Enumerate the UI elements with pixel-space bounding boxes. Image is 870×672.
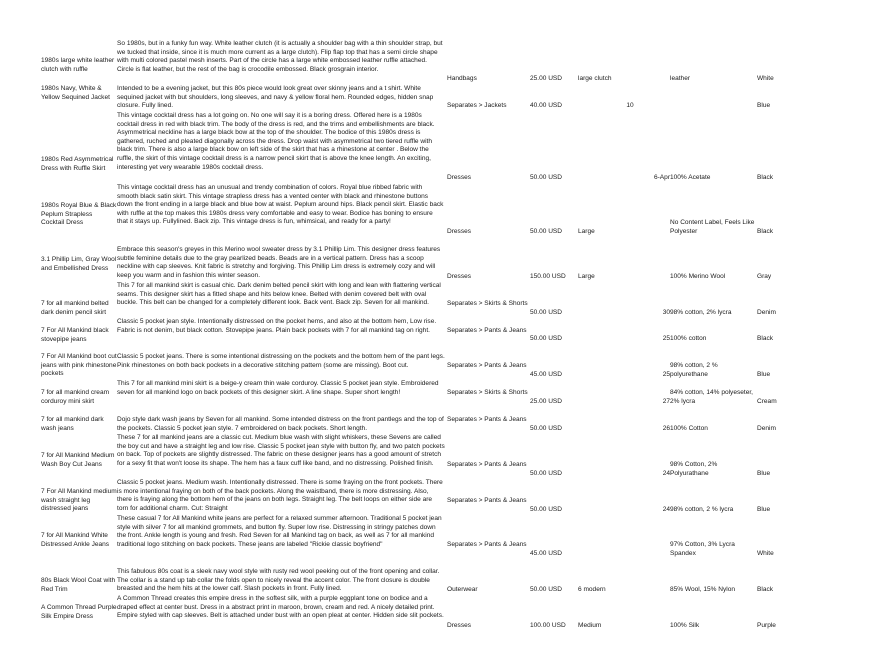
product-material: 98% Cotton, 2% Polyurathane	[670, 461, 718, 477]
product-size-number: 24	[662, 506, 670, 513]
product-price: 50.00 USD	[530, 425, 563, 432]
product-material: 100% Cotton	[670, 425, 708, 432]
product-price: 25.00 USD	[530, 398, 563, 405]
product-size-number: 27	[662, 398, 670, 405]
product-name: 7 for All Mankind Medium Wash Boy Cut Jeans	[41, 452, 115, 468]
product-size-number: 10	[626, 102, 634, 109]
product-color: Blue	[757, 506, 771, 513]
product-description: So 1980s, but in a funky fun way. White leather clutch (it is actually a shoulder bag with a thin shoulder strap, but we tucked that inside, since it is much more current as a large clutch). Flip flap top that has a semi circle shape with multi colored pastel mesh inserts. Part of the circle has a large white embossed leather ruffle attached. Circle is flat leather, but the rest of the bag is crocodile embossed. Black grosgrain interior.	[117, 40, 443, 73]
product-category: Separates > Jackets	[447, 102, 507, 109]
product-description: This fabulous 80s coat is a sleek navy wool style with rusty red wool peeking out of the front opening and collar. The collar is a stand up tab collar the folds open to nicely reveal the accent color. The front closure is double breasted and the hem hits at the lower calf. Slash pockets in front. Fully lined.	[117, 568, 440, 593]
product-category: Separates > Pants & Jeans	[447, 327, 527, 334]
product-price: 40.00 USD	[530, 102, 563, 109]
product-description: Classic 5 pocket jeans. Medium wash. Intentionally distressed. There is some fraying on the front pockets. There is more intentional fraying on both of the back pockets. Along the waistband, there is more distressing. Also, there is fraying along the bottom hem of the jeans on both legs. Straight leg. The belt loops on either side are torn for additional charm. Cut: Straight	[117, 479, 443, 512]
product-name: 80s Black Wool Coat with Red Trim	[41, 577, 116, 593]
product-category: Dresses	[447, 622, 472, 629]
product-name: 7 For All Mankind black stovepipe jeans	[41, 327, 109, 343]
product-size: Large	[578, 228, 595, 235]
product-category: Outerwear	[447, 586, 478, 593]
product-price: 50.00 USD	[530, 174, 563, 181]
product-price: 45.00 USD	[530, 550, 563, 557]
product-material: 98% cotton, 2 % lycra	[670, 506, 734, 513]
product-price: 50.00 USD	[530, 506, 563, 513]
product-category: Separates > Pants & Jeans	[447, 461, 527, 468]
product-description: A Common Thread creates this empire dress in the softest silk, with a purple eggplant tone on bodice and a draped effect at center bust. Dress in a abstract print in maroon, brown, cream and red. A nicely detailed print. Empire styled with cap sleeves. Belt is attached under bust with an open pleat at center. Hidden side slit pockets.	[117, 595, 444, 620]
product-price: 50.00 USD	[530, 309, 563, 316]
product-price: 50.00 USD	[530, 228, 563, 235]
product-description: Intended to be a evening jacket, but this 80s piece would look great over skinny jeans and a t shirt. White sequined jacket with but shoulders, long sleeves, and navy & yellow floral hem. Rounded edges, hidden snap closure. Fully lined.	[117, 85, 434, 110]
product-category: Dresses	[447, 228, 472, 235]
product-name: 7 for All Mankind White Distressed Ankle Jeans	[41, 532, 110, 548]
product-name: A Common Thread Purple Silk Empire Dress	[41, 604, 117, 620]
product-color: Gray	[757, 273, 772, 280]
product-description: Classic 5 pocket jeans. There is some intentional distressing on the pockets and the bottom hem of the pant legs. Pink rhinestones on both back pockets in a decorative stitching pattern (some are missing). Boot cut.	[117, 353, 445, 369]
product-price: 100.00 USD	[530, 622, 566, 629]
product-price: 45.00 USD	[530, 371, 563, 378]
product-material: 100% cotton	[670, 335, 707, 342]
product-color: Blue	[757, 102, 771, 109]
product-size: Medium	[578, 622, 602, 629]
product-material: 98% cotton, 2 % polyurethane	[670, 362, 718, 378]
product-material: leather	[670, 75, 691, 82]
product-material: 100% Silk	[670, 622, 700, 629]
product-material: 100% Merino Wool	[670, 273, 726, 280]
product-material: 85% Wool, 15% Nylon	[670, 586, 736, 593]
product-price: 150.00 USD	[530, 273, 566, 280]
product-size-number: 6-Apr	[653, 174, 670, 181]
product-size-number: 30	[662, 309, 670, 316]
product-size-number: 24	[662, 470, 670, 477]
product-color: Black	[757, 335, 774, 342]
product-name: 7 for all mankind cream corduroy mini skirt	[41, 389, 110, 405]
product-name: 7 for all mankind belted dark denim pencil skirt	[41, 300, 109, 316]
product-color: Purple	[757, 622, 776, 629]
product-description: These casual 7 for All Mankind white jeans are perfect for a relaxed summer afternoon. Traditional 5 pocket jean style with silver 7 for all mankind grommets, and button fly. Super low rise. Distressing in stringy patches down the front. Ankle length is young and fresh. Red Seven for all Mankind tag on back, as well as 7 for all mankind traditional logo stitching on back pockets. These jeans are labeled "Rickie classic boyfriend"	[117, 515, 442, 548]
product-size-number: 25	[662, 371, 670, 378]
product-category: Dresses	[447, 174, 472, 181]
product-name: 1980s Red Asymmetrical Dress with Ruffle Skirt	[41, 156, 114, 172]
product-material: 98% cotton, 2% lycra	[670, 309, 732, 316]
product-color: Blue	[757, 470, 771, 477]
product-category: Separates > Skirts & Shorts	[447, 300, 528, 307]
product-category: Separates > Pants & Jeans	[447, 362, 527, 369]
product-size: Large	[578, 273, 595, 280]
product-price: 25.00 USD	[530, 75, 563, 82]
product-size: 6 modern	[578, 586, 606, 593]
product-color: Black	[757, 174, 774, 181]
product-name: 7 For All Mankind boot cut jeans with pink rhinestone pockets	[41, 353, 117, 378]
product-category: Separates > Pants & Jeans	[447, 497, 527, 504]
product-name: 7 for all mankind dark wash jeans	[41, 416, 104, 432]
product-material: 100% Acetate	[670, 174, 711, 181]
product-material: No Content Label, Feels Like Polyester	[670, 219, 755, 235]
product-color: Blue	[757, 371, 771, 378]
product-size-number: 25	[662, 335, 670, 342]
product-category: Separates > Pants & Jeans	[447, 416, 527, 423]
product-name: 1980s Royal Blue & Black Peplum Strapless Cocktail Dress	[41, 202, 117, 227]
product-description: This vintage cocktail dress has an unusual and trendy combination of colors. Royal blue ribbed fabric with smooth black satin skirt. This vintage strapless dress has a vented center with black and rhinestone buttons down the front ending in a large black and blue bow at waist. Peplum around hips. Black pencil skirt. Elastic back with ruffle at the top makes this 1980s dress very comfortable and easy to wear. Bodice has boning to ensure that it stays up. Fullylined. Back zip. This vintage dress is fun, whimsical, and ready for a party!	[117, 184, 444, 226]
product-color: Black	[757, 586, 774, 593]
product-color: Denim	[757, 309, 776, 316]
product-category: Separates > Skirts & Shorts	[447, 389, 528, 396]
product-color: Cream	[757, 398, 777, 405]
product-material: 97% Cotton, 3% Lycra Spandex	[670, 541, 735, 557]
product-description: This 7 for all mankind mini skirt is a beige-y cream thin wale corduroy. Classic 5 pocket jean style. Embroidered seven for all mankind logo on back pockets of this designer skirt. A line shape. Super short length!	[117, 380, 439, 396]
product-material: 84% cotton, 14% polyeseter, 2% lycra	[670, 389, 753, 405]
product-name: 1980s Navy, White & Yellow Sequined Jacket	[41, 85, 110, 101]
product-price: 50.00 USD	[530, 470, 563, 477]
product-name: 7 For All Mankind medium wash straight leg distressed jeans	[41, 488, 117, 513]
product-name: 1980s large white leather clutch with ruffle	[41, 57, 115, 73]
product-category: Dresses	[447, 273, 472, 280]
product-color: White	[757, 550, 774, 557]
product-color: White	[757, 75, 774, 82]
product-description: These 7 for all mankind jeans are a classic cut. Medium blue wash with slight whiskers, these Sevens are called the boy cut and have a straight leg and low rise. Classic 5 pocket jean style with button fly, and two patch pockets on back. Top of pockets are slightly distressed. The fabric on these designer jeans has a good amount of stretch for a sexy fit that won't loose its shape. The hem has a faux cuff like band, and no distressing. Polished finish.	[117, 434, 445, 467]
product-description: This 7 for all mankind skirt is casual chic. Dark denim belted pencil skirt with long and lean with flattering vertical seams. This designer skirt has a fitted shape and hits below knee. Belted with denim covered belt with oval buckle. This belt can be changed for a completely different look. Back vent. Back zip. Seven for all mankind.	[117, 282, 441, 307]
product-description: Dojo style dark wash jeans by Seven for all mankind. Some intended distress on the front pantlegs and the top of the pockets. Classic 5 pocket jean style. 7 embroidered on back pockets. Short length.	[117, 416, 444, 432]
product-size-number: 26	[662, 425, 670, 432]
product-description: Classic 5 pocket jean style. Intentionally distressed on the pocket hems, and also at the bottom hem, Low rise. Fabric is not denim, but black cotton. Stovepipe jeans. Plain back pockets with 7 for all mankind tag on right.	[117, 318, 437, 334]
product-category: Handbags	[447, 75, 477, 82]
product-size: large clutch	[578, 75, 612, 82]
product-color: Black	[757, 228, 774, 235]
product-price: 50.00 USD	[530, 335, 563, 342]
product-name: 3.1 Phillip Lim, Gray Wool and Embellished Dress	[41, 256, 117, 272]
product-description: Embrace this season's greyes in this Merino wool sweater dress by 3.1 Phillip Lim. This designer dress features subtle feminine details due to the gray pearlized beads. Beads are in a vertical pattern. Dress has a scoop neckline with cap sleeves. Knit fabric is stretchy and forgiving. This Phillip Lim dress is extremely cozy and will keep you warm and in fashion this winter season.	[117, 246, 441, 279]
product-color: Denim	[757, 425, 776, 432]
product-description: This vintage cocktail dress has a lot going on. No one will say it is a boring dress. Offered here is a 1980s cocktail dress in red with black trim. The body of the dress is red, and the trims and embellishments are black. Asymmetrical neckline has a large black bow at the top of the shoulder. The bodice of this 1980s dress is gathered, ruched and pleated diagonally across the dress. Drop waist with asymmetrical two tiered ruffle with black trim. There is also a large black bow on left side of the skirt that has a rhinestone at center . Below the ruffle, the skirt of this vintage cocktail dress is a narrow pencil skirt that is above the knee length. An exciting, interesting yet very wearable 1980s cocktail dress.	[117, 112, 435, 171]
product-category: Separates > Pants & Jeans	[447, 541, 527, 548]
product-price: 50.00 USD	[530, 586, 563, 593]
